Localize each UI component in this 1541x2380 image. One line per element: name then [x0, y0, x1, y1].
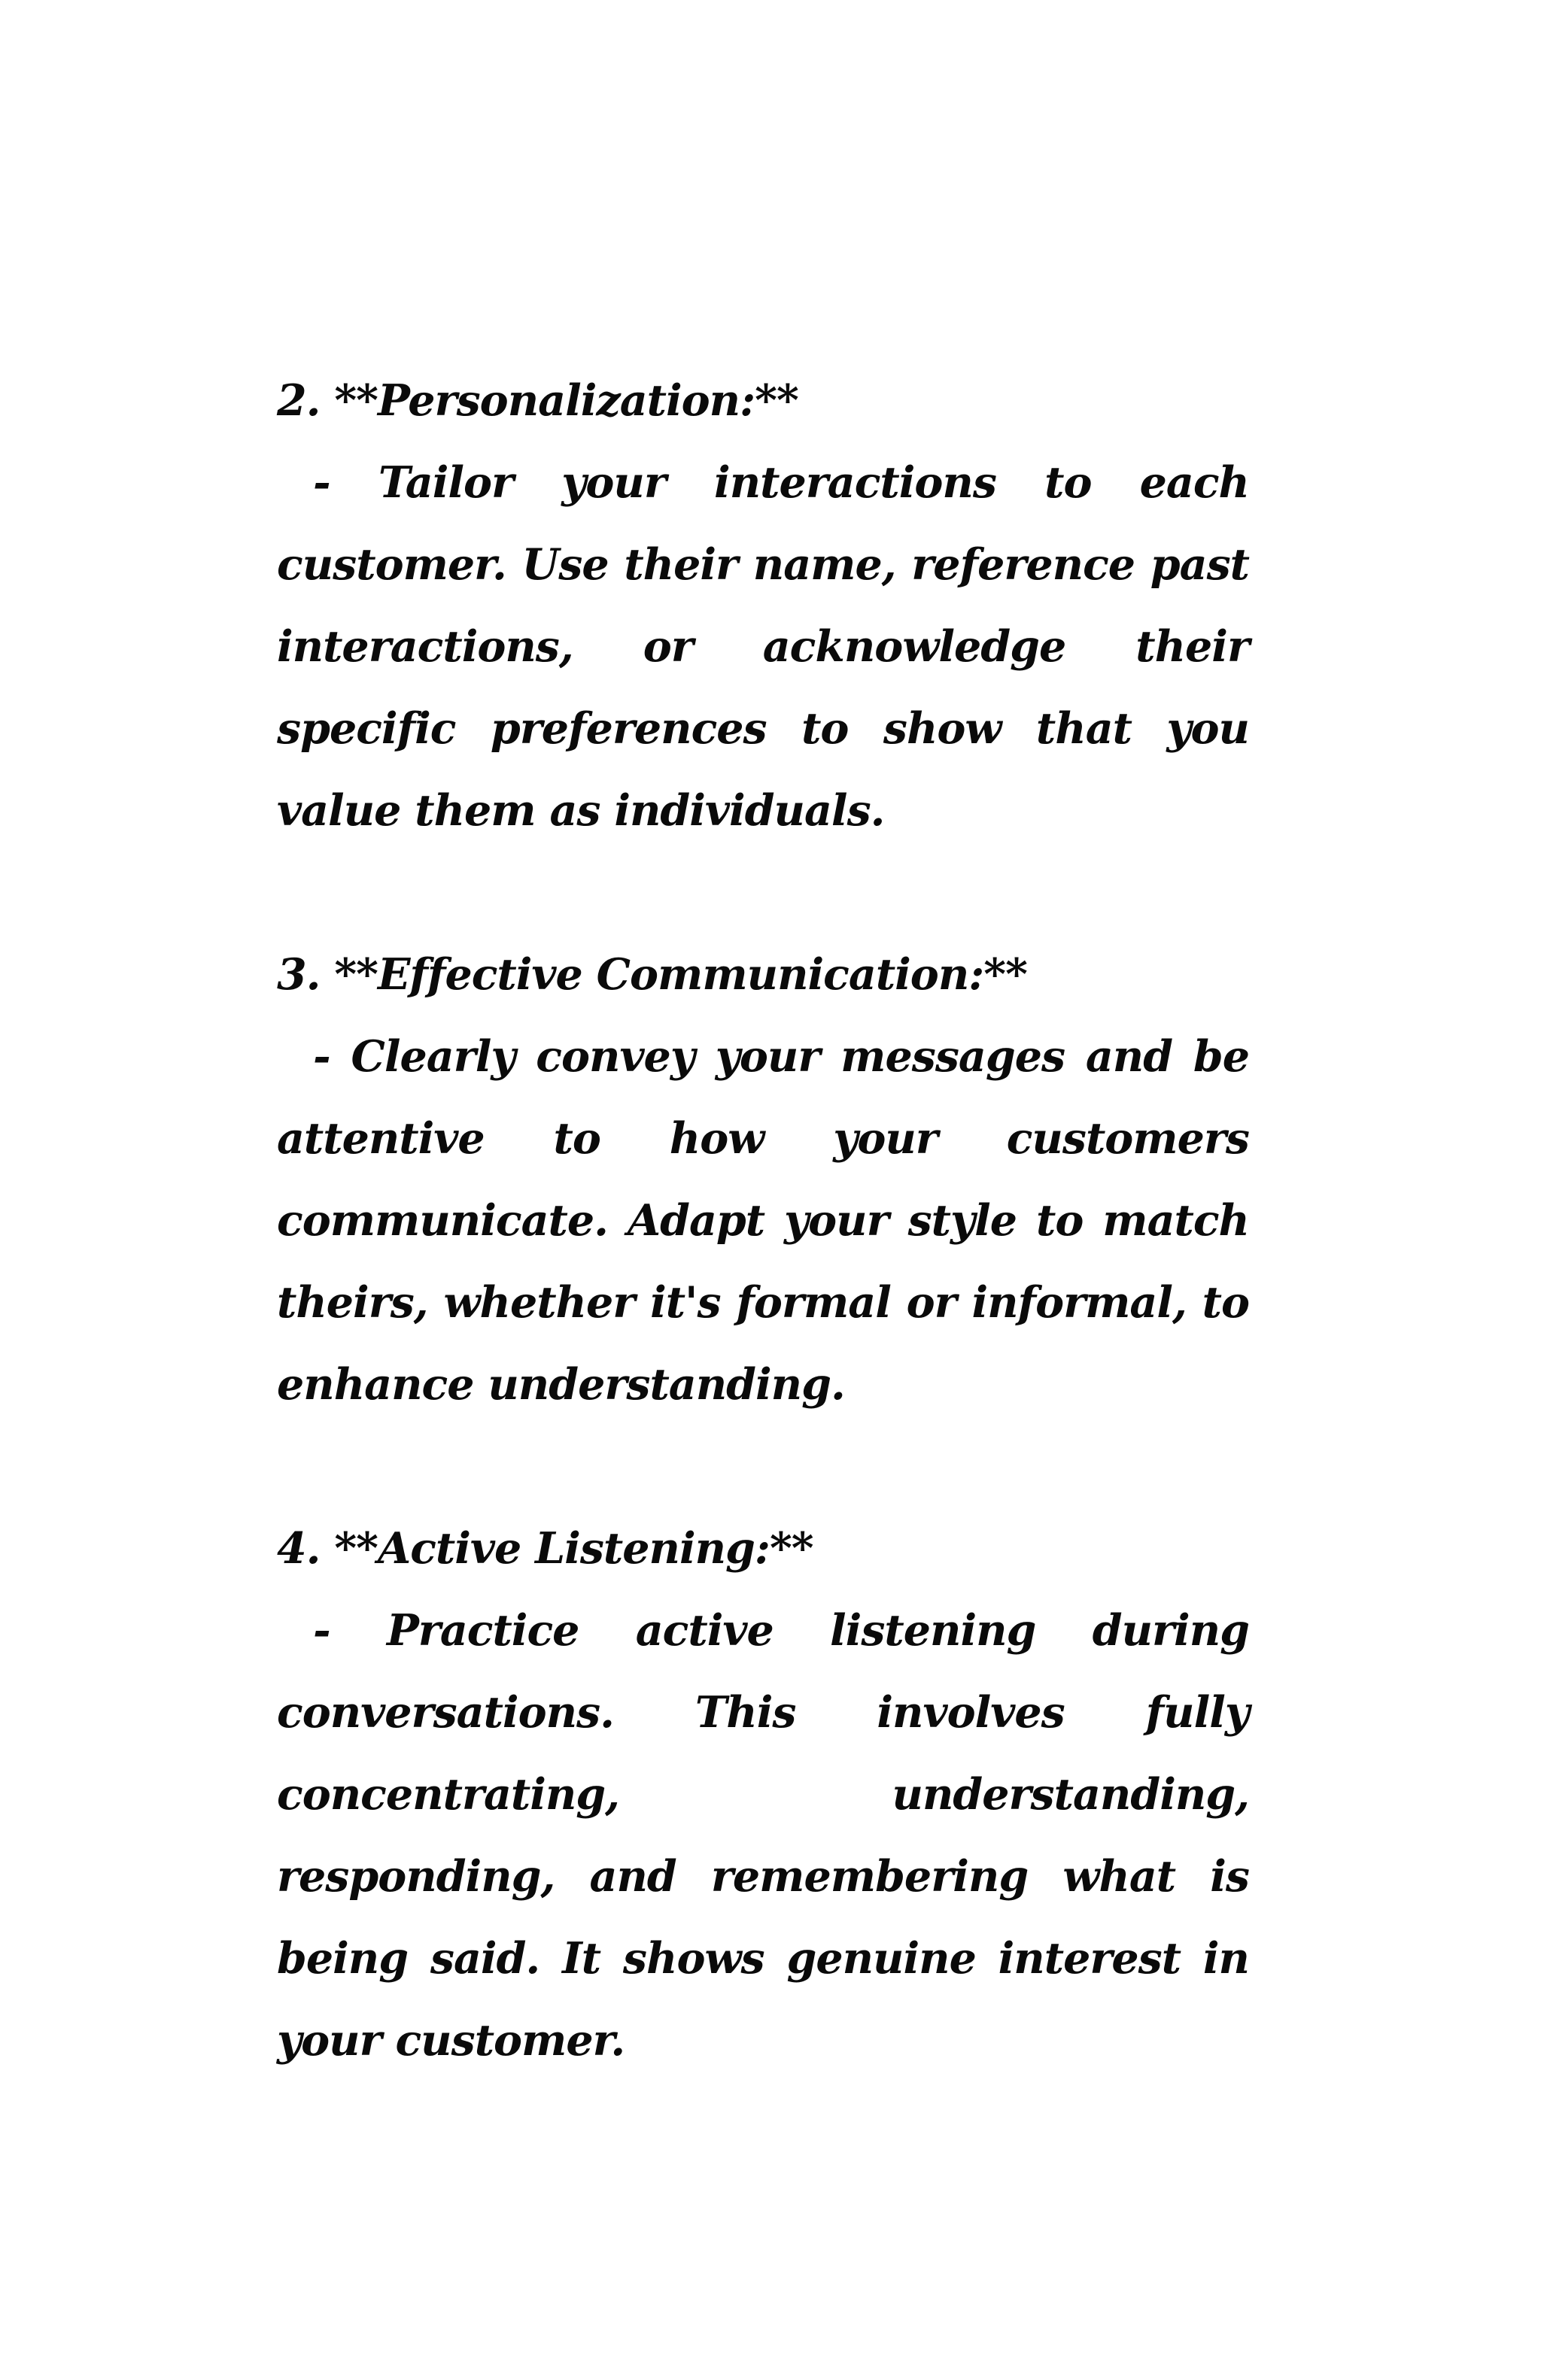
section-body-text: - Clearly convey your messages and be attentive to how your customers communicate. Adapt your style to match theirs, whether it's formal or informal, to enhance understanding. [277, 1031, 1249, 1410]
section-heading: 3. **Effective Communication:** [277, 949, 1027, 1000]
section-body-text: - Tailor your interactions to each customer. Use their name, reference past interactions, or acknowledge their specific preferences to show that you value them as individuals. [277, 457, 1249, 836]
section-effective-communication [277, 933, 1249, 1425]
section-body [277, 1589, 1249, 2081]
section-body-text: - Practice active listening during conversations. This involves fully concentrating, understanding, responding, and remembering what is being said. It shows genuine interest in your customer. [277, 1605, 1249, 2066]
section-active-listening [277, 1507, 1249, 2081]
section-personalization [277, 360, 1249, 852]
section-heading: 2. **Personalization:** [277, 375, 798, 426]
section-body [277, 442, 1249, 852]
document-page [277, 360, 1249, 2081]
section-heading: 4. **Active Listening:** [277, 1523, 813, 1574]
section-body [277, 1015, 1249, 1425]
